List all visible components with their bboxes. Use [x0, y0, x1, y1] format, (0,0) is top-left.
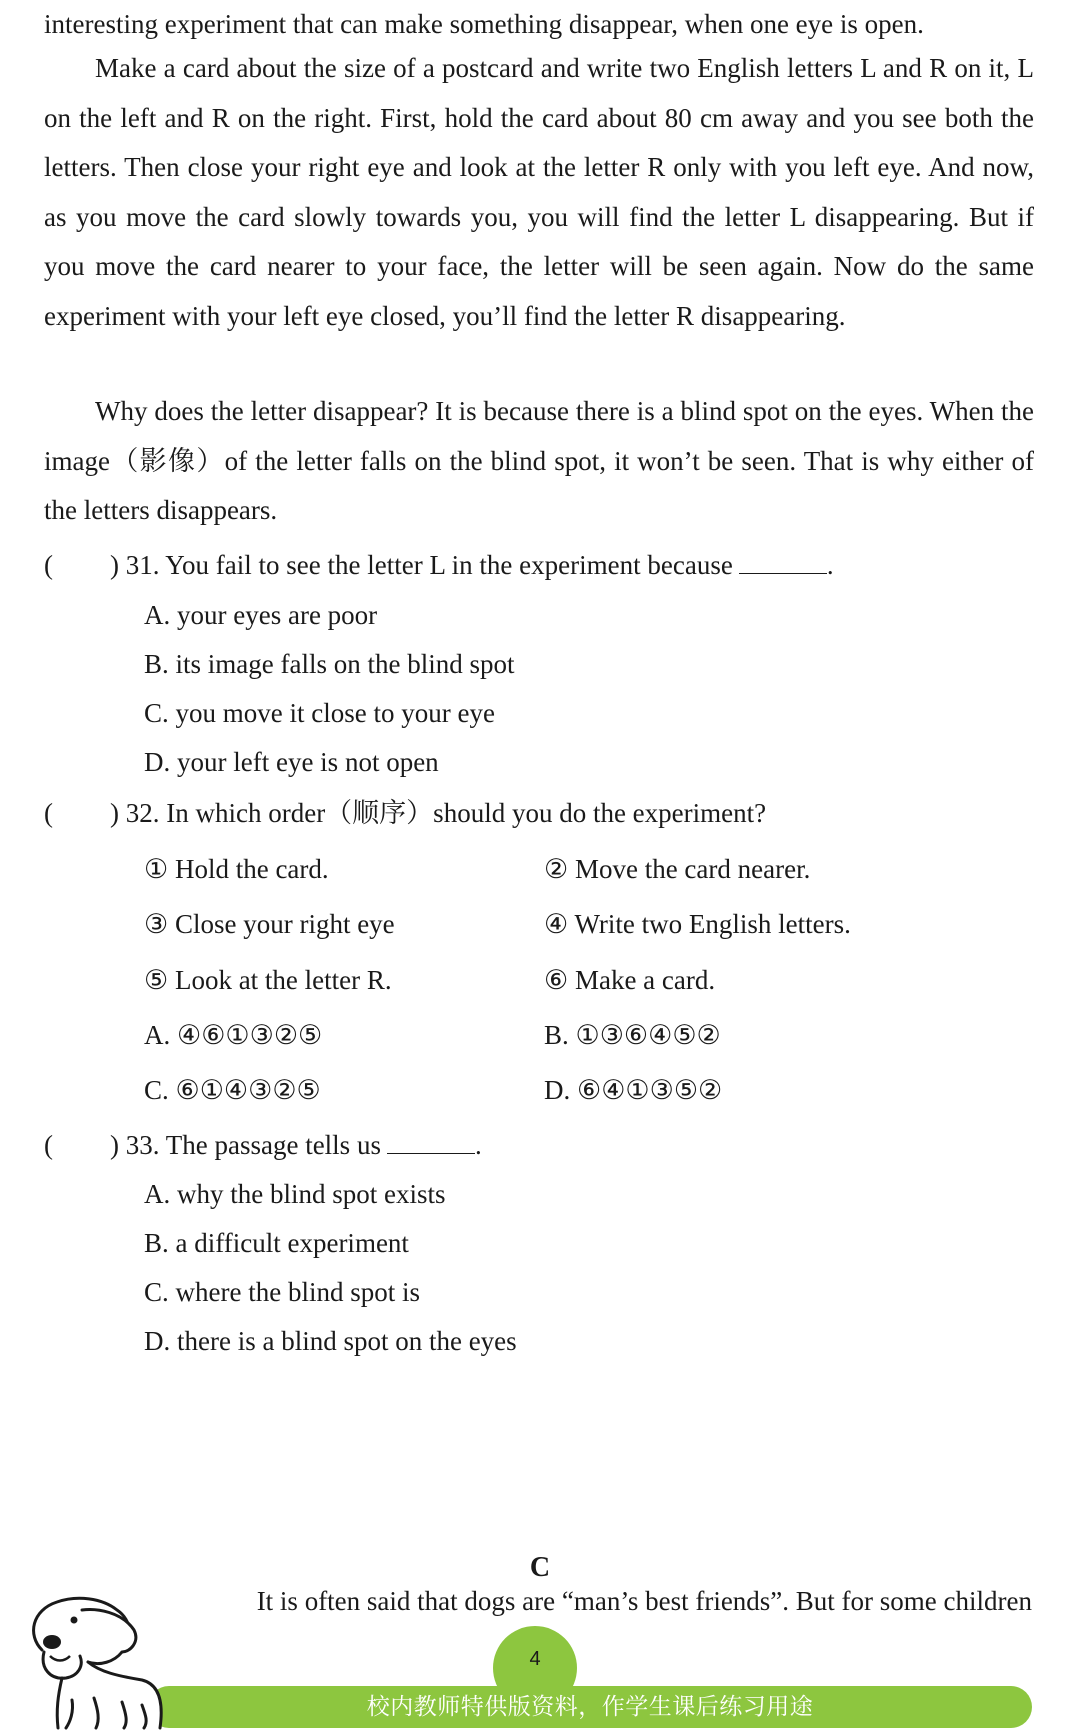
- option-b: B. ①③⑥④⑤②: [544, 1020, 721, 1050]
- answer-bracket[interactable]: (: [44, 550, 53, 580]
- question-32-stem: ) 32. In which order（顺序）should you do the experiment?: [110, 798, 767, 828]
- step-5: ⑤ Look at the letter R.: [144, 965, 392, 995]
- option-a: A. why the blind spot exists: [144, 1179, 446, 1209]
- step-4: ④ Write two English letters.: [544, 909, 851, 939]
- step-1: ① Hold the card.: [144, 854, 329, 884]
- option-d: D. there is a blind spot on the eyes: [144, 1326, 517, 1356]
- passage-b-paragraph-1: Make a card about the size of a postcard and write two English letters L and R on it, L on the left and R on the right. First, hold the card about 80 cm away and you see both the letters. Then close your right eye and look at the letter R only with you left eye. And now, as you move the card slowly towards you, you will find the letter L disappearing. But if you move the card nearer to your face, the letter will be seen again. Now do the same experiment with your left eye closed, you’ll find the letter R disappearing.: [44, 53, 1034, 331]
- dog-icon: [22, 1590, 172, 1731]
- step-6: ⑥ Make a card.: [544, 965, 716, 995]
- answer-bracket[interactable]: (: [44, 798, 53, 828]
- option-c: C. where the blind spot is: [144, 1277, 420, 1307]
- question-33-stem: ) 33. The passage tells us: [110, 1130, 381, 1160]
- option-c: C. you move it close to your eye: [144, 698, 495, 728]
- worksheet-page: interesting experiment that can make something disappear, when one eye is open. Make a card about the size of a postcard and write two English letters L and R on it, L on the left and R on the right. First, hold the card about 80 cm away and you see both the letters. Then close your right eye and look at the letter R only with you left eye. And now, as you move the card slowly towards you, you will find the letter L disappearing. But if you move the card nearer to your face, the letter will be seen again. Now do the same experiment with your left eye closed, you’ll find the letter R disappearing. Why does the letter disappear? It is because there is a blind spot on the eyes. When the image（影像）of the letter falls on the blind spot, it won’t be seen. That is why either of the letters disappears. ( ) 31. You fail to see the letter L in the experiment because . A. your eyes are poor B. its image falls on the blind spot C. you move it close to your eye D. your left eye is not open ( ) 32. In which order（顺序）should you do the experiment? ① Hold the card. ② Move the card nearer. ③ Close your right eye ④ Write two English letters. ⑤ Look at the letter R. ⑥ Make a card. A. ④⑥①③②⑤ B. ①③⑥④⑤② C. ⑥①④③②⑤ D. ⑥④①③⑤② ( ) 33. The passage tells us . A. why the blind spot exists B. a difficult experiment C. where the blind spot is D. there is a blind spot on the eyes C It is often said that dogs are “man’s best friends”. But for some children 4 校内教师特供版资料，作学生课后练习用途: [0, 0, 1080, 1731]
- section-c-title: C: [529, 1552, 551, 1583]
- step-2: ② Move the card nearer.: [544, 854, 811, 884]
- step-3: ③ Close your right eye: [144, 909, 395, 939]
- option-a: A. your eyes are poor: [144, 600, 378, 630]
- option-d: D. your left eye is not open: [144, 747, 439, 777]
- option-b: B. a difficult experiment: [144, 1228, 409, 1258]
- section-c-first-line: It is often said that dogs are “man’s best friends”. But for some children: [256, 1586, 1032, 1616]
- passage-b-paragraph-2: Why does the letter disappear? It is because there is a blind spot on the eyes. When the image（影像）of the letter falls on the blind spot, it won’t be seen. That is why either of the letters disappears.: [44, 396, 1034, 525]
- footer-banner-text: 校内教师特供版资料，作学生课后练习用途: [366, 1694, 814, 1720]
- option-d: D. ⑥④①③⑤②: [544, 1075, 723, 1105]
- page-number: 4: [529, 1648, 541, 1670]
- option-a: A. ④⑥①③②⑤: [144, 1020, 323, 1050]
- answer-bracket[interactable]: (: [44, 1130, 53, 1160]
- option-b: B. its image falls on the blind spot: [144, 649, 515, 679]
- option-c: C. ⑥①④③②⑤: [144, 1075, 321, 1105]
- question-31-stem: ) 31. You fail to see the letter L in the experiment because: [110, 550, 733, 580]
- answer-blank: [387, 1133, 475, 1154]
- answer-blank: [739, 553, 827, 574]
- passage-b-line: interesting experiment that can make something disappear, when one eye is open.: [44, 9, 924, 39]
